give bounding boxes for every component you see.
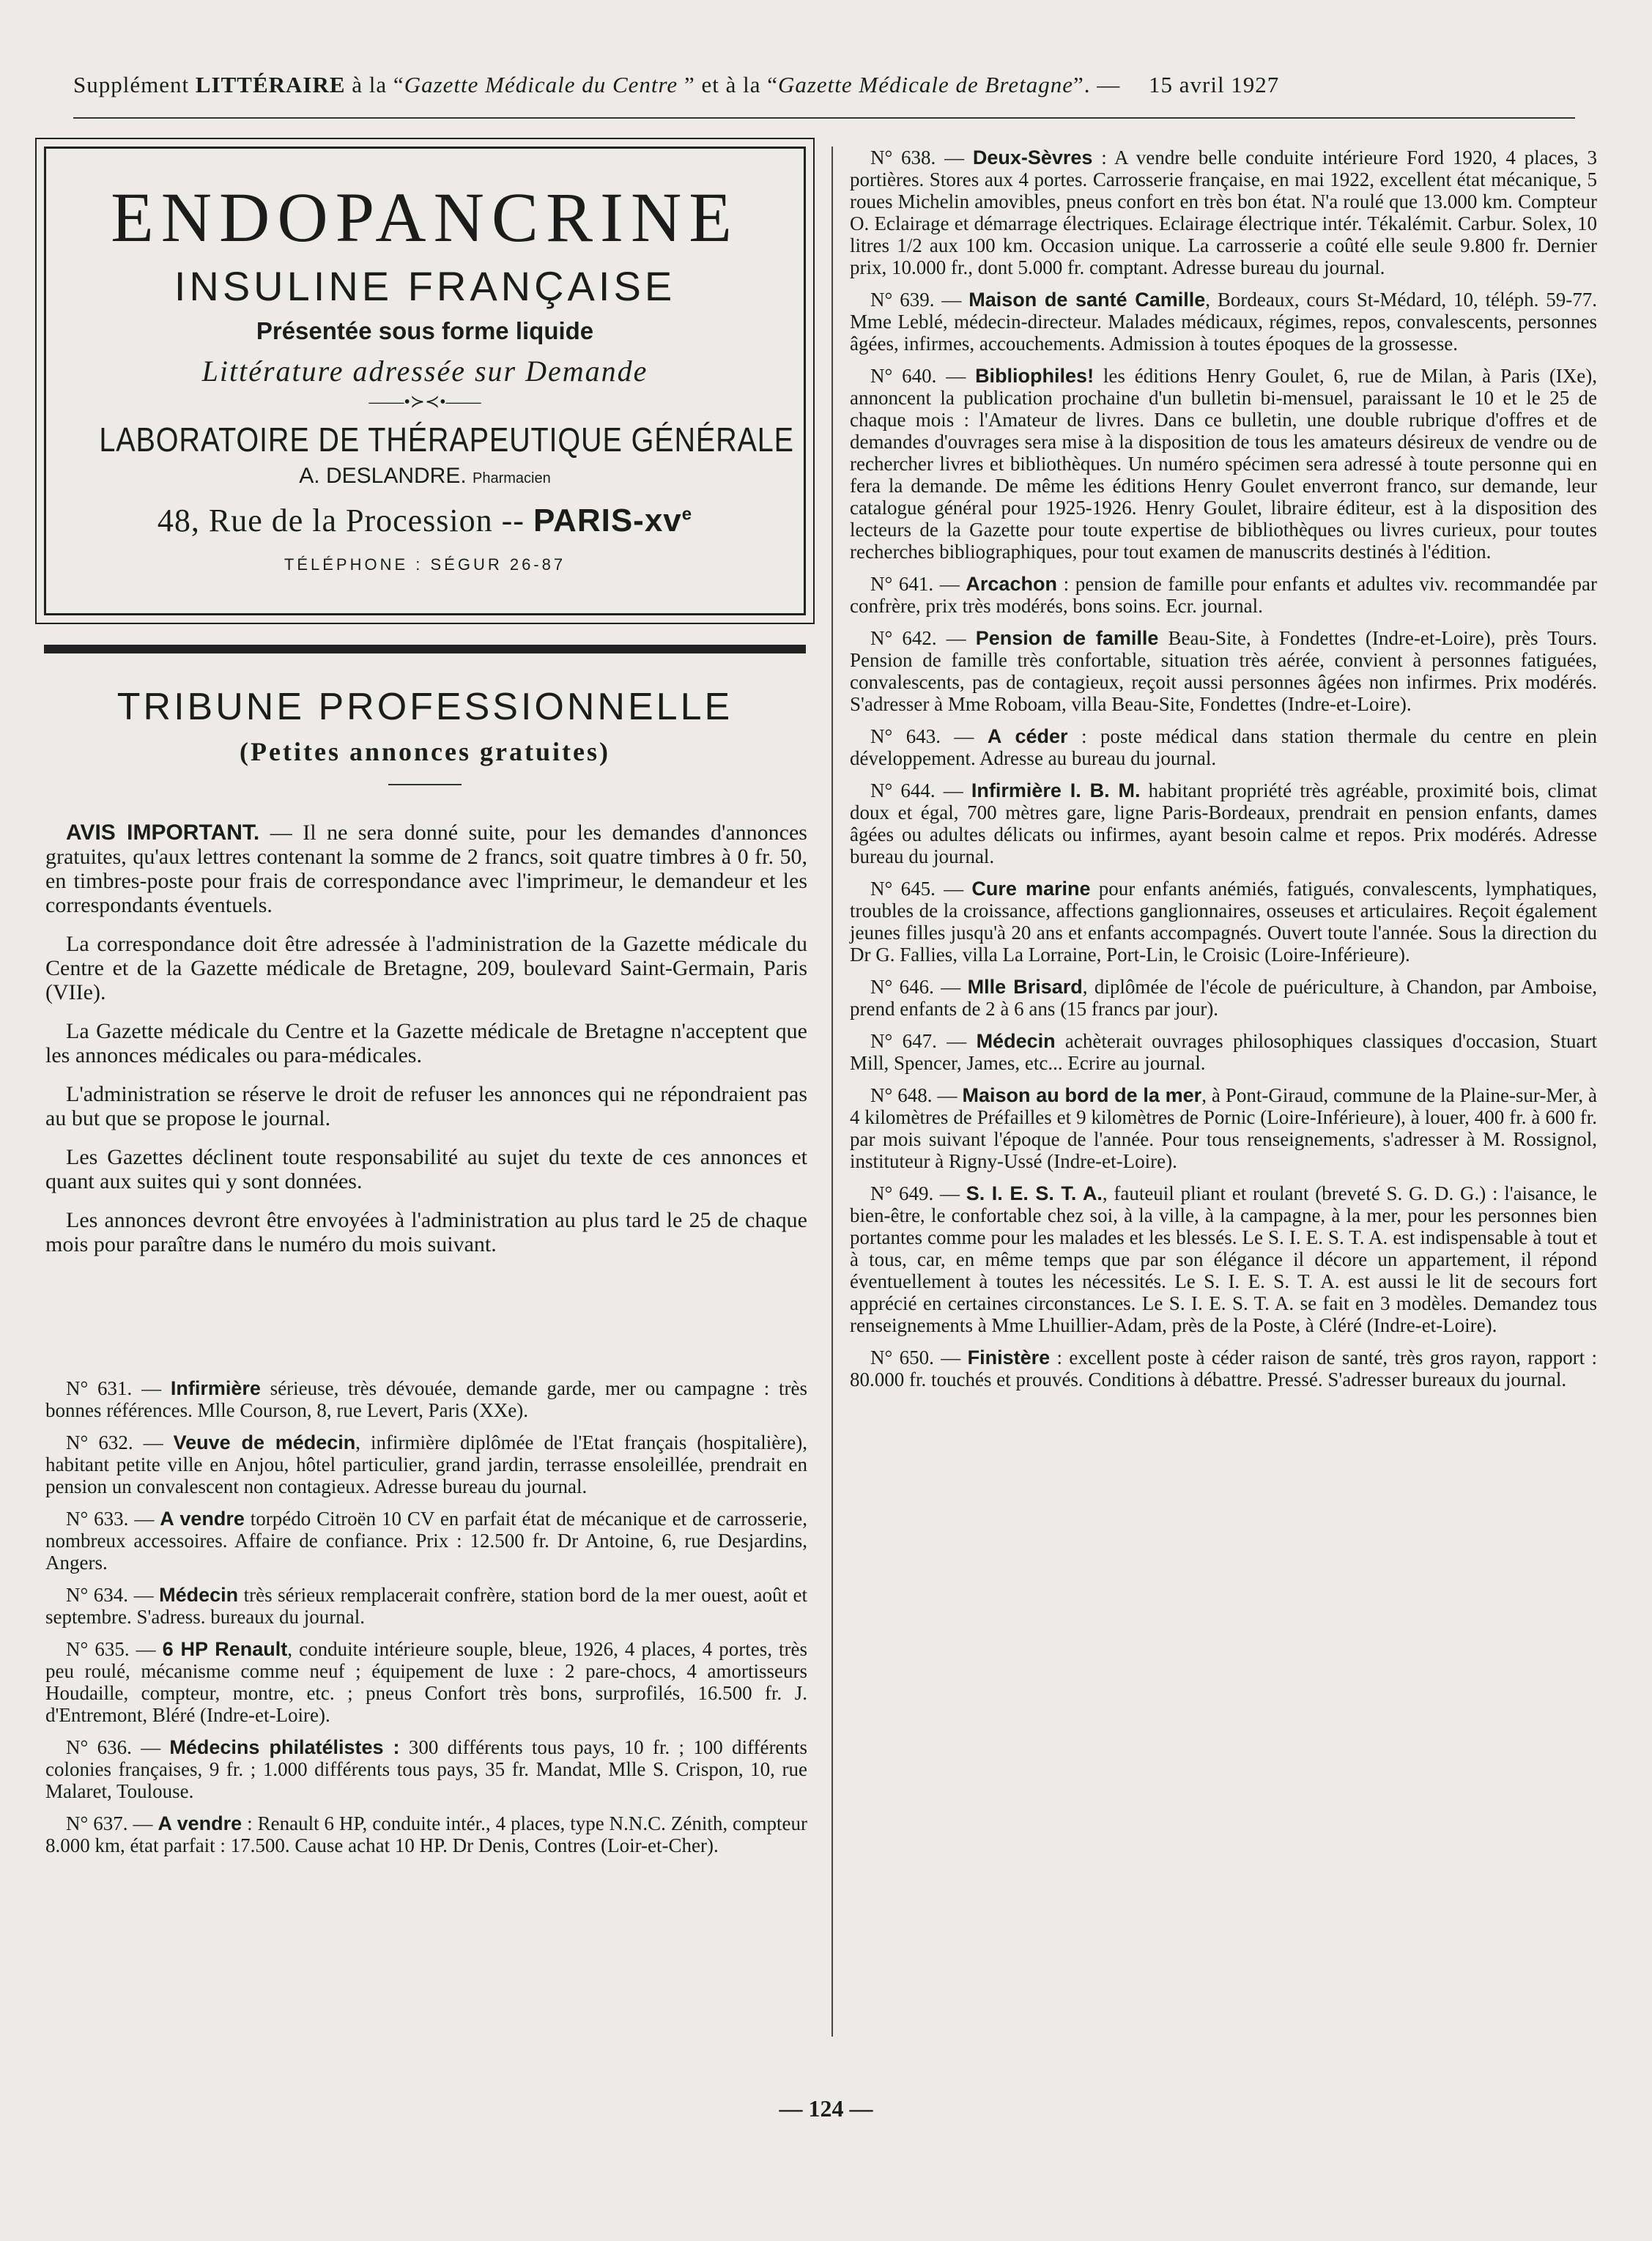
ad-title: Arcachon: [966, 573, 1057, 595]
endopancrine-ad: [44, 147, 806, 615]
notice-paragraph: [45, 821, 807, 917]
classified-ad: N° 648. — Maison au bord de la mer, à Pont-Giraud, commune de la Plaine-sur-Mer, à 4 kilomètres de Préfailles et 9 kilomètres de Pornic (Loire-Inférieure), à louer, 400 fr. à 600 fr. par mois suivant l'époque de l'année. Pour tous renseignements, s'adresser à M. Rossignol, instituteur à Rigny-Ussé (Indre-et-Loire).: [850, 1084, 1597, 1172]
notice-paragraph: [45, 1082, 807, 1130]
classified-ad: N° 632. — Veuve de médecin, infirmière diplômée de l'Etat français (hospitalière), habitant petite ville en Anjou, hôtel particulier, grand jardin, terrasse ensoleillée, prendrait en pension un convalescent non contagieux. Adresse bureau du journal.: [45, 1431, 808, 1497]
ad-form: Présentée sous forme liquide: [256, 317, 594, 344]
ad-text: , diplômée de l'école de puériculture, à Chandon, par Amboise, prend enfants de 2 à 6 ans (15 francs par jour).: [850, 976, 1598, 1020]
section-divider-bar: [44, 645, 806, 653]
ad-number: N° 645.: [870, 878, 936, 900]
ad-number: N° 637.: [66, 1812, 128, 1834]
ad-number: N° 644.: [870, 779, 936, 801]
ad-title: Infirmière: [170, 1377, 261, 1399]
ad-number: N° 635.: [66, 1638, 130, 1660]
notice-paragraph: [45, 1145, 807, 1193]
ad-brand: ENDOPANCRINE: [111, 178, 739, 256]
ad-text: très sérieux remplacerait confrère, station bord de la mer ouest, août et septembre. S'adress. bureaux du journal.: [45, 1584, 807, 1628]
header-gazette-bretagne: Gazette Médicale de Bretagne: [777, 72, 1073, 97]
ad-street: 48, Rue de la Procession --: [157, 503, 525, 538]
ad-number: N° 631.: [66, 1377, 133, 1399]
ad-title: Maison au bord de la mer: [962, 1084, 1202, 1106]
notice-lead: AVIS IMPORTANT.: [66, 821, 260, 845]
ad-title: A vendre: [158, 1812, 242, 1834]
ad-title: Infirmière I. B. M.: [971, 779, 1141, 801]
ad-address: [46, 502, 804, 539]
ad-telephone: TÉLÉPHONE : SÉGUR 26-87: [284, 555, 566, 574]
notice-text: La correspondance doit être adressée à l'administration de la Gazette médicale du Centre et de la Gazette médicale de Bretagne, 209, boulevard Saint-Germain, Paris (VIIe).: [45, 932, 807, 1004]
ad-title: Cure marine: [971, 878, 1091, 900]
classified-ad: N° 647. — Médecin achèterait ouvrages philosophiques classiques d'occasion, Stuart Mill, Spencer, James, etc... Ecrire au journal.: [850, 1030, 1598, 1074]
ad-text: : poste médical dans station thermale du centre en plein développement. Adresse au bureau du journal.: [850, 725, 1598, 769]
ad-text: : pension de famille pour enfants et adultes viv. recommandée par confrère, prix très modérés, bons soins. Ecr. journal.: [850, 573, 1597, 617]
ad-text: : A vendre belle conduite intérieure Ford 1920, 4 places, 3 portières. Stores aux 4 portes. Carrosserie française, en mai 1922, excellent état mécanique, 5 roues Michelin amovibles, pneus confort en très bon état. N'a roulé que 13.000 km. Compteur O. Eclairage et démarrage électriques. Eclairage électrique intér. Tékalémit. Carbur. Solex, 10 litres 1/2 aux 100 km. Occasion unique. La carrosserie a coûté elle seule 9.800 fr. Dernier prix, 10.000 fr., dont 5.000 fr. comptant. Adresse bureau du journal.: [850, 147, 1598, 278]
ad-pharmacist-name: A. DESLANDRE.: [299, 464, 467, 488]
notice-text: Les Gazettes déclinent toute responsabilité au sujet du texte de ces annonces et quant aux suites qui y sont données.: [45, 1145, 807, 1193]
notice-text: La Gazette médicale du Centre et la Gazette médicale de Bretagne n'acceptent que les annonces médicales ou para-médicales.: [45, 1019, 807, 1067]
ad-title: A vendre: [160, 1508, 245, 1530]
classified-ad: N° 633. — A vendre torpédo Citroën 10 CV en parfait état de mécanique et de carrosserie, nombreux accessoires. Affaire de confiance. Prix : 12.500 fr. Dr Antoine, 6, rue Desjardins, Angers.: [45, 1508, 808, 1574]
ad-title: 6 HP Renault: [162, 1638, 288, 1660]
classified-ad: N° 643. — A céder : poste médical dans station thermale du centre en plein développement. Adresse au bureau du journal.: [850, 725, 1598, 769]
ad-text: torpédo Citroën 10 CV en parfait état de mécanique et de carrosserie, nombreux accessoires. Affaire de confiance. Prix : 12.500 fr. Dr Antoine, 6, rue Desjardins, Angers.: [45, 1508, 808, 1574]
ad-text: habitant propriété très agréable, proximité bois, climat doux et égal, 700 mètres gare, ligne Paris-Bordeaux, prendrait en pension enfants, dames âgées ou adultes délicats ou infirmes, ayant besoin calme et repos. Prix modérés. Adresse bureau du journal.: [850, 779, 1598, 867]
notice-text: L'administration se réserve le droit de refuser les annonces qui ne répondraient pas au but que se propose le journal.: [45, 1082, 807, 1130]
notices-column: [45, 821, 807, 1271]
ad-title: Bibliophiles!: [975, 365, 1094, 387]
ad-text: , à Pont-Giraud, commune de la Plaine-sur-Mer, à 4 kilomètres de Préfailles et 9 kilomètres de Pornic (Loire-Inférieure), à louer, 400 fr. à 600 fr. par mois suivant l'époque de l'année. Pour tous renseignements, s'adresser à M. Rossignol, instituteur à Rigny-Ussé (Indre-et-Loire).: [850, 1084, 1597, 1172]
ad-number: N° 649.: [870, 1182, 934, 1204]
ad-text: , Bordeaux, cours St-Médard, 10, téléph. 59-77. Mme Leblé, médecin-directeur. Malades médicaux, régimes, repos, convalescents, personnes âgées, infirmes, accouchements. Admission à toutes époques de la grossesse.: [850, 289, 1598, 355]
ad-title: Maison de santé Camille: [968, 289, 1206, 311]
classified-ad: N° 640. — Bibliophiles! les éditions Henry Goulet, 6, rue de Milan, à Paris (IXe), annoncent la publication prochaine d'un bulletin bi-mensuel, paraissant le 10 et le 25 de chaque mois : l'Amateur de livres. Dans ce bulletin, une double rubrique d'offres et de demandes d'ouvrages sera mise à la disposition de tous les amateurs désireux de vendre ou de rechercher livres et bibliothèques. Un numéro spécimen sera adressé à toute personne qui en fera la demande. De même les éditions Henry Goulet enverront franco, sur demande, leur catalogue général pour 1925-1926. Henry Goulet, libraire éditeur, est à la disposition des lecteurs de la Gazette pour toute expertise de bibliothèques ou livres curieux, pour toutes recherches bibliographiques, pour tout examen de manuscrits destinés à l'édition.: [850, 365, 1598, 563]
ad-text: , conduite intérieure souple, bleue, 1926, 4 places, 4 portes, très peu roulé, mécanisme comme neuf ; équipement de luxe : 2 pare-chocs, 4 amortisseurs Houdaille, compteur, montre, etc. ; pneus Confort très bons, surprofilés, 16.500 fr. J. d'Entremont, Bléré (Indre-et-Loire).: [45, 1638, 807, 1726]
ad-number: N° 639.: [870, 289, 935, 311]
classified-ad: N° 641. — Arcachon : pension de famille pour enfants et adultes viv. recommandée par confrère, prix très modérés, bons soins. Ecr. journal.: [850, 573, 1597, 617]
ad-number: N° 632.: [66, 1431, 133, 1453]
header-rule: [73, 117, 1575, 119]
ad-title: Finistère: [967, 1347, 1051, 1368]
ad-text: sérieuse, très dévouée, demande garde, mer ou campagne : très bonnes références. Mlle Courson, 8, rue Levert, Paris (XXe).: [45, 1377, 807, 1421]
ad-text: : Renault 6 HP, conduite intér., 4 places, type N.N.C. Zénith, compteur 8.000 km, état parfait : 17.500. Cause achat 10 HP. Dr Denis, Contres (Loir-et-Cher).: [45, 1812, 808, 1856]
notice-paragraph: [45, 1208, 807, 1256]
classified-ad: N° 649. — S. I. E. S. T. A., fauteuil pliant et roulant (breveté S. G. D. G.) : l'aisance, le bien-être, le confortable chez soi, à la ville, à la campagne, à la mer, pour les personnes bien portantes comme pour les malades et les blessés. Le S. I. E. S. T. A. est indispensable à tout et à tous, car, en même temps que par son élégance il décore un appartement, il répond éventuellement à toutes les nécessités. Le S. I. E. S. T. A. est aussi le lit de secours fort apprécié en certaines circonstances. Le S. I. E. S. T. A. se fait en 3 modèles. Demandez tous renseignements à Mme Lhuillier-Adam, près de la Poste, à Cléré (Indre-et-Loire).: [850, 1182, 1597, 1336]
header-date: 15 avril 1927: [1149, 72, 1280, 97]
ad-title: S. I. E. S. T. A.: [966, 1182, 1103, 1204]
ad-number: N° 648.: [870, 1084, 933, 1106]
notice-paragraph: [45, 1019, 807, 1067]
ad-text: , fauteuil pliant et roulant (breveté S. G. D. G.) : l'aisance, le bien-être, le confortable chez soi, à la ville, à la campagne, à la mer, pour les personnes bien portantes comme pour les malades et les blessés. Le S. I. E. S. T. A. est indispensable à tout et à tous, car, en même temps que par son élégance il décore un appartement, il répond éventuellement à toutes les nécessités. Le S. I. E. S. T. A. est aussi le lit de secours fort apprécié en certaines circonstances. Le S. I. E. S. T. A. se fait en 3 modèles. Demandez tous renseignements à Mme Lhuillier-Adam, près de la Poste, à Cléré (Indre-et-Loire).: [850, 1182, 1597, 1336]
header-mid: ” et à la “: [684, 72, 778, 97]
classified-ad: N° 637. — A vendre : Renault 6 HP, conduite intér., 4 places, type N.N.C. Zénith, compteur 8.000 km, état parfait : 17.500. Cause achat 10 HP. Dr Denis, Contres (Loir-et-Cher).: [45, 1812, 808, 1856]
ad-pharmacist: [46, 464, 804, 489]
ad-number: N° 636.: [66, 1736, 132, 1758]
ad-title: Deux-Sèvres: [972, 147, 1093, 168]
ad-city: PARIS-$xv^e$: [533, 503, 693, 538]
ad-title: Médecin: [159, 1584, 239, 1606]
ad-text: les éditions Henry Goulet, 6, rue de Milan, à Paris (IXe), annoncent la publication prochaine d'un bulletin bi-mensuel, paraissant le 10 et le 25 de chaque mois : l'Amateur de livres. Dans ce bulletin, une double rubrique d'offres et de demandes d'ouvrages sera mise à la disposition de tous les amateurs désireux de vendre ou de rechercher livres et bibliothèques. Un numéro spécimen sera adressé à toute personne qui en fera la demande. De même les éditions Henry Goulet enverront franco, sur demande, leur catalogue général pour 1925-1926. Henry Goulet, libraire éditeur, est à la disposition des lecteurs de la Gazette pour toute expertise de bibliothèques ou livres curieux, pour toutes recherches bibliographiques, pour tout examen de manuscrits destinés à l'édition.: [850, 365, 1598, 563]
ad-number: N° 643.: [870, 725, 941, 747]
ad-number: N° 646.: [870, 976, 934, 998]
ad-title: A céder: [987, 725, 1068, 747]
ad-number: N° 640.: [870, 365, 937, 387]
ad-text: pour enfants anémiés, fatigués, convalescents, lymphatiques, troubles de la croissance, affections ganglionnaires, osseuses et articulaires. Reçoit également jeunes filles jusqu'à 20 ans et enfants accompagnés. Ouvert toute l'année. Sous la direction du Dr G. Fallies, villa La Lorraine, Port-Lin, le Croisic (Loire-Inférieure).: [850, 878, 1598, 966]
ad-number: N° 641.: [870, 573, 934, 595]
section-title: TRIBUNE PROFESSIONNELLE: [116, 686, 733, 728]
header-gazette-centre: Gazette Médicale du Centre: [404, 72, 678, 97]
ad-title: Veuve de médecin: [173, 1431, 356, 1453]
page-header: [73, 72, 1575, 98]
classifieds-left: [45, 1377, 807, 1867]
classified-ad: N° 638. — Deux-Sèvres : A vendre belle conduite intérieure Ford 1920, 4 places, 3 portières. Stores aux 4 portes. Carrosserie française, en mai 1922, excellent état mécanique, 5 roues Michelin amovibles, pneus confort en très bon état. N'a roulé que 13.000 km. Compteur O. Eclairage et démarrage électriques. Eclairage électrique intér. Tékalémit. Carbur. Solex, 10 litres 1/2 aux 100 km. Occasion unique. La carrosserie a coûté elle seule 9.800 fr. Dernier prix, 10.000 fr., dont 5.000 fr. comptant. Adresse bureau du journal.: [850, 147, 1598, 278]
ad-pharmacist-title: Pharmacien: [473, 470, 551, 486]
section-rule: [388, 784, 462, 785]
header-prefix: Supplément: [73, 72, 190, 97]
classified-ad: N° 634. — Médecin très sérieux remplacerait confrère, station bord de la mer ouest, août et septembre. S'adress. bureaux du journal.: [45, 1584, 807, 1628]
classified-ad: N° 644. — Infirmière I. B. M. habitant propriété très agréable, proximité bois, climat doux et égal, 700 mètres gare, ligne Paris-Bordeaux, prendrait en pension enfants, dames âgées ou adultes délicats ou infirmes, ayant besoin calme et repos. Prix modérés. Adresse bureau du journal.: [850, 779, 1598, 867]
classified-ad: N° 635. — 6 HP Renault, conduite intérieure souple, bleue, 1926, 4 places, 4 portes, très peu roulé, mécanisme comme neuf ; équipement de luxe : 2 pare-chocs, 4 amortisseurs Houdaille, compteur, montre, etc. ; pneus Confort très bons, surprofilés, 16.500 fr. J. d'Entremont, Bléré (Indre-et-Loire).: [45, 1638, 807, 1726]
ad-laboratory: LABORATOIRE DE THÉRAPEUTIQUE GÉNÉRALE: [99, 421, 794, 459]
ad-text: , infirmière diplômée de l'Etat français (hospitalière), habitant petite ville en Anjou, hôtel particulier, grand jardin, terrasse ensoleillée, prendrait en pension un convalescent non contagieux. Adresse bureau du journal.: [45, 1431, 808, 1497]
ad-number: N° 633.: [66, 1508, 129, 1530]
section-subtitle: (Petites annonces gratuites): [240, 737, 610, 766]
notice-text: — Il ne sera donné suite, pour les demandes d'annonces gratuites, qu'aux lettres contenant la somme de 2 francs, soit quatre timbres à 0 fr. 50, en timbres-poste pour frais de correspondance avec l'imprimeur, le demandeur et les correspondants éventuels.: [45, 821, 807, 917]
classified-ad: N° 642. — Pension de famille Beau-Site, à Fondettes (Indre-et-Loire), près Tours. Pension de famille très confortable, situation très aérée, convient à personnes fatiguées, convalescents, pas de contagieux, reçoit aussi personnes âgées non infirmes. Prix modérés. S'adresser à Mme Roboam, villa Beau-Site, Fondettes (Indre-et-Loire).: [850, 627, 1597, 715]
ad-text: Beau-Site, à Fondettes (Indre-et-Loire), près Tours. Pension de famille très confortable, situation très aérée, convient à personnes fatiguées, convalescents, pas de contagieux, reçoit aussi personnes âgées non infirmes. Prix modérés. S'adresser à Mme Roboam, villa Beau-Site, Fondettes (Indre-et-Loire).: [850, 627, 1597, 715]
page-number: — 124 —: [779, 2095, 873, 2122]
notice-text: Les annonces devront être envoyées à l'administration au plus tard le 25 de chaque mois pour paraître dans le numéro du mois suivant.: [45, 1208, 807, 1256]
ad-number: N° 647.: [870, 1030, 937, 1052]
ad-text: 300 différents tous pays, 10 fr. ; 100 différents colonies françaises, 9 fr. ; 1.000 différents tous pays, 35 fr. Mandat, Mlle S. Crispon, 10, rue Malaret, Toulouse.: [45, 1736, 807, 1802]
header-lit: LITTÉRAIRE: [195, 72, 346, 97]
ad-text: : excellent poste à céder raison de santé, très gros rayon, rapport : 80.000 fr. touchés et prouvés. Conditions à débattre. Pressé. S'adresser bureaux du journal.: [850, 1347, 1598, 1390]
ad-text: achèterait ouvrages philosophiques classiques d'occasion, Stuart Mill, Spencer, James, etc... Ecrire au journal.: [850, 1030, 1598, 1074]
classified-ad: N° 636. — Médecins philatélistes : 300 différents tous pays, 10 fr. ; 100 différents colonies françaises, 9 fr. ; 1.000 différents tous pays, 35 fr. Mandat, Mlle S. Crispon, 10, rue Malaret, Toulouse.: [45, 1736, 807, 1802]
ad-subtitle: INSULINE FRANÇAISE: [174, 263, 676, 309]
ad-number: N° 650.: [870, 1347, 934, 1368]
classified-ad: N° 646. — Mlle Brisard, diplômée de l'école de puériculture, à Chandon, par Amboise, prend enfants de 2 à 6 ans (15 francs par jour).: [850, 976, 1598, 1020]
ad-title: Médecins philatélistes :: [169, 1736, 400, 1758]
ad-number: N° 638.: [870, 147, 936, 168]
column-separator: [831, 147, 833, 2037]
header-end: ”. —: [1073, 72, 1121, 97]
ad-title: Médecin: [976, 1030, 1056, 1052]
classified-ad: N° 631. — Infirmière sérieuse, très dévouée, demande garde, mer ou campagne : très bonnes références. Mlle Courson, 8, rue Levert, Paris (XXe).: [45, 1377, 807, 1421]
classified-ad: N° 650. — Finistère : excellent poste à céder raison de santé, très gros rayon, rapport : 80.000 fr. touchés et prouvés. Conditions à débattre. Pressé. S'adresser bureaux du journal.: [850, 1347, 1598, 1390]
classifieds-right: [850, 147, 1597, 1401]
classified-ad: N° 639. — Maison de santé Camille, Bordeaux, cours St-Médard, 10, téléph. 59-77. Mme Leblé, médecin-directeur. Malades médicaux, régimes, repos, convalescents, personnes âgées, infirmes, accouchements. Admission à toutes époques de la grossesse.: [850, 289, 1598, 355]
ad-number: N° 634.: [66, 1584, 129, 1606]
ad-literature: Littérature adressée sur Demande: [201, 355, 648, 388]
notice-paragraph: [45, 932, 807, 1004]
classified-ad: N° 645. — Cure marine pour enfants anémiés, fatigués, convalescents, lymphatiques, troubles de la croissance, affections ganglionnaires, osseuses et articulaires. Reçoit également jeunes filles jusqu'à 20 ans et enfants accompagnés. Ouvert toute l'année. Sous la direction du Dr G. Fallies, villa La Lorraine, Port-Lin, le Croisic (Loire-Inférieure).: [850, 878, 1598, 966]
ad-title: Pension de famille: [975, 627, 1159, 649]
ad-title: Mlle Brisard: [967, 976, 1083, 998]
ad-ornament: ——•≻≺•——: [368, 393, 481, 412]
header-a-la: à la “: [352, 72, 404, 97]
ad-number: N° 642.: [870, 627, 937, 649]
